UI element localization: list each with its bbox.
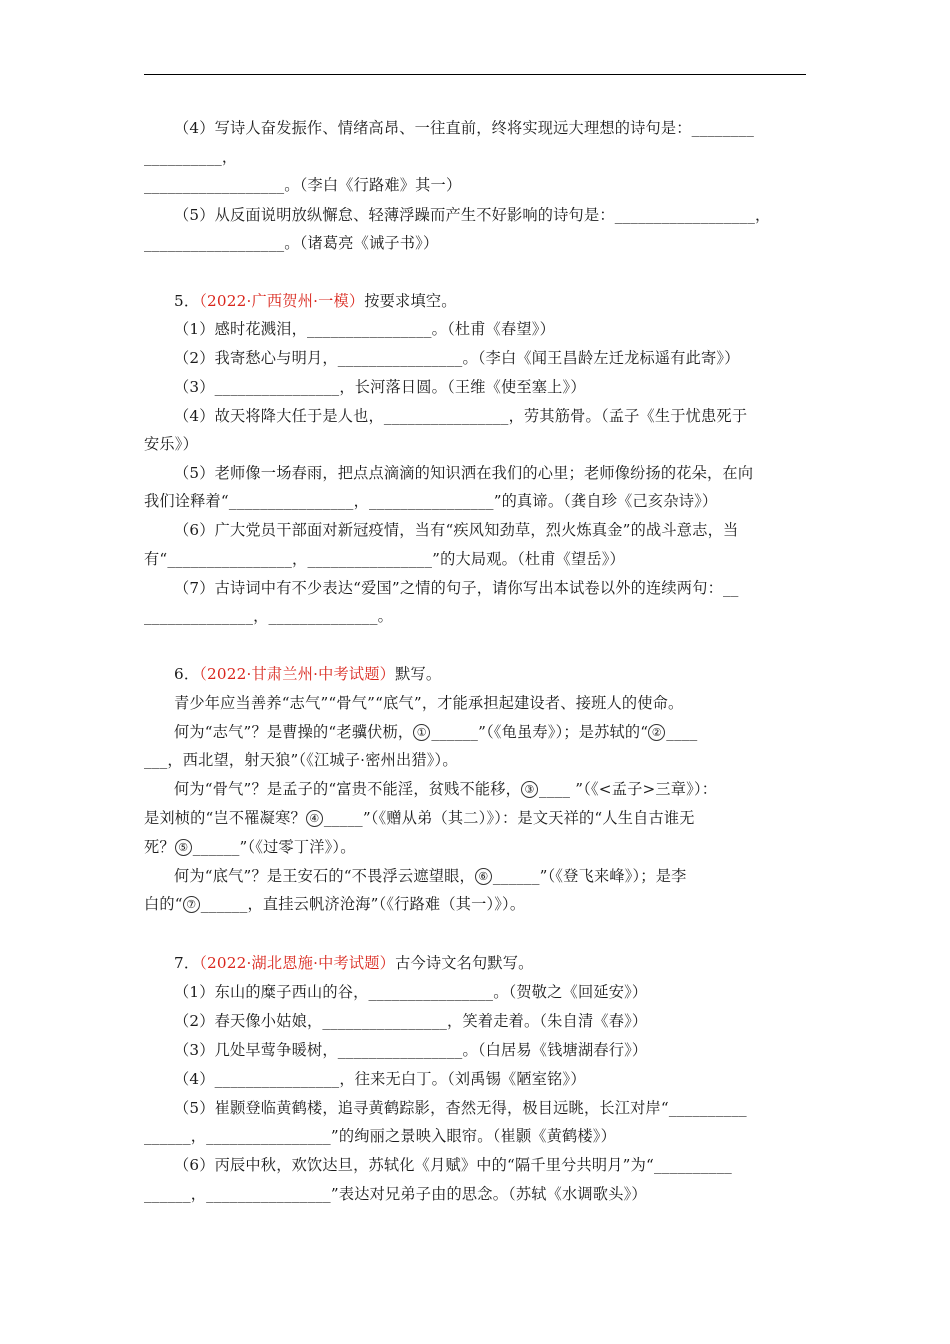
q7-header	[144, 953, 806, 973]
blank-marker-2: ②	[648, 724, 665, 741]
q5-line: （1）感时花溅泪，________________。（杜甫《春望》）	[174, 320, 555, 338]
q7-line: （1）东山的糜子西山的谷，________________。（贺敬之《回延安》）	[174, 983, 648, 1001]
q7-line: （2）春天像小姑娘，________________，笑着走着。（朱自清《春》）	[174, 1012, 648, 1030]
q5-line: （7）古诗词中有不少表达“爱国”之情的句子，请你写出本试卷以外的连续两句：__	[174, 579, 739, 597]
header-rule	[144, 74, 806, 75]
q6-para2-line2: 是刘桢的“岂不罹凝寒？ ④ _____”（《赠从弟（其二）》）：是文天祥的“人生自古谁无	[144, 809, 695, 827]
q4-item-4-line1: （4）写诗人奋发振作、情绪高昂、一往直前，终将实现远大理想的诗句是：________	[174, 119, 755, 137]
blank-marker-6: ⑥	[475, 868, 492, 885]
blank-4: _____	[323, 809, 363, 827]
blank-marker-5: ⑤	[175, 839, 192, 856]
q5-line: 安乐》）	[144, 435, 198, 453]
q4-item-5-line2: __________________。（诸葛亮《诫子书》）	[144, 234, 439, 252]
q7-source: （2022·湖北恩施·中考试题）	[199, 954, 396, 972]
q6-para1-line1: 何为“志气”？是曹操的“老骥伏枥， ① ______”（《龟虽寿》）；是苏轼的“ ② ____	[174, 723, 698, 741]
q6-intro: 青少年应当善养“志气”“骨气”“底气”，才能承担起建设者、接班人的使命。	[174, 694, 684, 712]
q6-para2-line1: 何为“骨气”？是孟子的“富贵不能淫，贫贱不能移， ③ ____ ”（《<孟子>三章》）：	[174, 780, 718, 798]
blank-marker-7: ⑦	[183, 896, 200, 913]
q5-header	[144, 291, 806, 311]
q5-line: （6）广大党员干部面对新冠疫情，当有“疾风知劲草，烈火炼真金”的战斗意志，当	[174, 521, 739, 539]
blank-marker-4: ④	[306, 810, 323, 827]
q5-line: 有“________________，________________”的大局观。（杜甫《望岳》）	[144, 550, 625, 568]
q5-source: （2022·广西贺州·一模）	[199, 292, 365, 310]
blank-marker-1: ①	[413, 724, 430, 741]
q7-instruction: 古今诗文名句默写。	[395, 954, 534, 972]
blank-6: ______	[492, 867, 540, 885]
q6-para3-line2: 白的“ ⑦ ______，直挂云帆济沧海”（《行路难（其一）》）。	[144, 895, 526, 913]
q7-line: （6）丙辰中秋，欢饮达旦，苏轼化《月赋》中的“隔千里兮共明月”为“__________	[174, 1156, 732, 1174]
blank-2: ____	[666, 723, 698, 741]
q7-number: 7．	[174, 954, 200, 972]
q7-line: ______，________________”表达对兄弟子由的思念。（苏轼《水调歌头》）	[144, 1185, 647, 1203]
blank-1: ______	[431, 723, 479, 741]
blank-7: ______	[200, 895, 248, 913]
q5-number: 5．	[174, 292, 200, 310]
q6-para2-line3: 死？ ⑤ ______”（《过零丁洋》）。	[144, 838, 356, 856]
q6-header	[144, 664, 806, 684]
q6-instruction: 默写。	[395, 665, 442, 683]
q5-line: （3）________________，长河落日圆。（王维《使至塞上》）	[174, 378, 586, 396]
blank-marker-3: ③	[521, 781, 538, 798]
q5-line: （5）老师像一场春雨，把点点滴滴的知识洒在我们的心里；老师像纷扬的花朵，在向	[174, 464, 754, 482]
blank-3: ____	[539, 780, 571, 798]
q5-line: （4）故天将降大任于是人也，________________，劳其筋骨。（孟子《生于忧患死于	[174, 407, 748, 425]
q6-number: 6．	[174, 665, 200, 683]
q7-line: （5）崔颢登临黄鹤楼，追寻黄鹤踪影，杳然无得，极目远眺，长江对岸“__________	[174, 1099, 747, 1117]
q4-item-5-line1: （5）从反面说明放纵懈怠、轻薄浮躁而产生不好影响的诗句是：__________________，	[174, 206, 771, 224]
q7-line: （3）几处早莺争暖树，________________。（白居易《钱塘湖春行》）	[174, 1041, 648, 1059]
q5-line: 我们诠释着“________________，________________”的真谛。（龚自珍《己亥杂诗》）	[144, 492, 718, 510]
q6-para1-line2: ___，西北望，射天狼”（《江城子·密州出猎》）。	[144, 751, 458, 769]
q7-line: ______，________________”的绚丽之景映入眼帘。（崔颢《黄鹤楼》）	[144, 1127, 616, 1145]
q5-instruction: 按要求填空。	[364, 292, 457, 310]
q4-item-4-line3: __________________。（李白《行路难》其一）	[144, 176, 462, 194]
q5-line: ______________，______________。	[144, 607, 393, 625]
q6-source: （2022·甘肃兰州·中考试题）	[199, 665, 396, 683]
q6-para3-line1: 何为“底气”？是王安石的“不畏浮云遮望眼， ⑥ ______”（《登飞来峰》）；是李	[174, 867, 687, 885]
blank-5: ______	[192, 838, 240, 856]
q7-line: （4）________________，往来无白丁。（刘禹锡《陋室铭》）	[174, 1070, 586, 1088]
q4-item-4-line2: __________，	[144, 148, 238, 166]
q5-line: （2）我寄愁心与明月，________________。（李白《闻王昌龄左迁龙标遥有此寄》）	[174, 349, 740, 367]
